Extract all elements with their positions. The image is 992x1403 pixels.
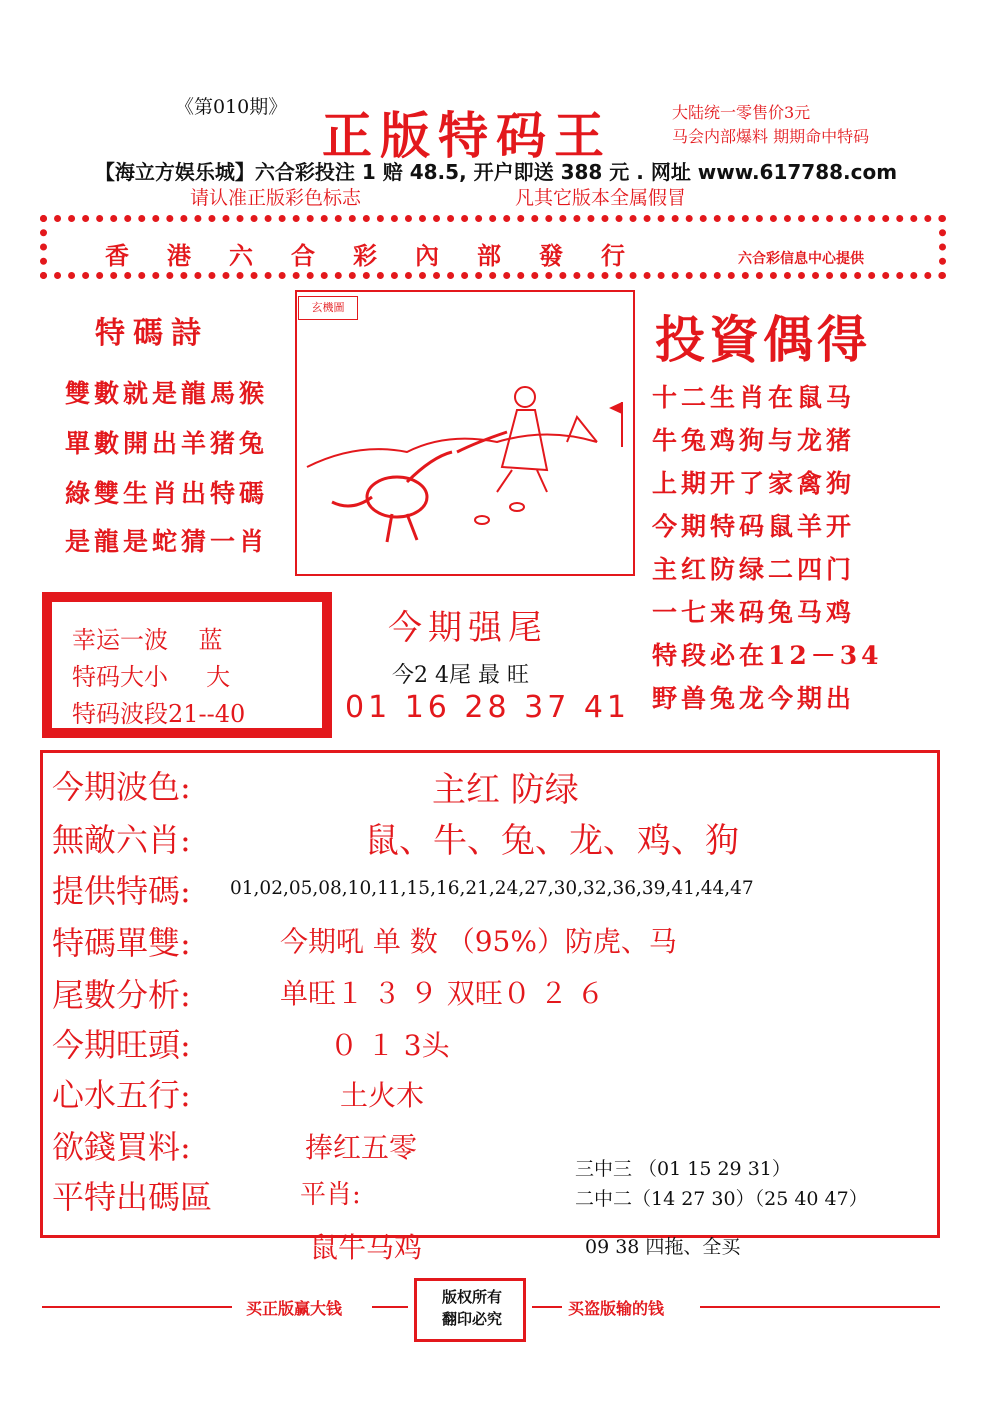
price-note: 大陆统一零售价3元 [672,103,811,122]
row-label-wave-color: 今期波色: [52,768,191,806]
footer-divider-mid-right [532,1306,562,1308]
page-title: 正版特码王 [322,106,612,165]
strip-subtitle: 六合彩信息中心提供 [738,251,864,267]
poem-line: 雙數就是龍馬猴 [65,379,269,408]
strong-tail-sub: 今2 4尾 最 旺 [392,663,529,688]
invest-line: 野兽兔龙今期出 [652,684,856,713]
row-value-wave-color: 主红 防绿 [432,770,579,810]
row-value-odd-even: 今期吼 单 数 （95%）防虎、马 [280,925,677,958]
invest-line: 上期开了家禽狗 [652,469,856,498]
invest-line: 今期特码鼠羊开 [652,512,856,541]
poem-line: 單數開出羊猪兔 [65,429,269,458]
row-label-lucky-head: 今期旺頭: [52,1026,191,1064]
three-of-three: 三中三 （01 15 29 31） [575,1158,791,1180]
row-value-tail-analysis: 单旺１ ３ ９ 双旺０ ２ ６ [280,977,605,1010]
counterfeit-notice: 凡其它版本全属假冒 [515,187,687,209]
strong-tail-numbers: 01 16 28 37 41 [345,690,631,725]
copyright-text [424,1286,520,1330]
picture-stamp: 玄機圖 [298,296,358,320]
row-value-buy-tip: 捧红五零 [305,1131,418,1164]
row-label-special-numbers: 提供特碼: [52,872,191,910]
footer-divider-left [42,1306,232,1308]
invest-heading: 投資偶得 [655,310,871,369]
issue-number: 《第010期》 [175,96,288,118]
row-label-five-elements: 心水五行: [52,1076,191,1114]
strong-tail-heading: 今期强尾 [388,608,548,648]
footer-divider-mid-left [372,1306,408,1308]
wave-row: 特码大小 大 [72,663,231,691]
invest-line: 十二生肖在鼠马 [652,383,856,412]
copyright-line: 版权所有 [441,1288,502,1306]
horse-rider-illustration [297,292,633,574]
strip-title: 香港六合彩內部發行 [105,241,663,270]
wave-row: 特码波段21--40 [72,700,246,728]
copyright-line: 翻印必究 [441,1310,502,1328]
footer-right-slogan: 买盗版输的钱 [568,1299,665,1318]
row-value-flat-zodiac: 平肖: [300,1180,361,1210]
row-label-tail-analysis: 尾數分析: [52,976,191,1014]
flat-animals: 鼠牛马鸡 [310,1231,423,1264]
ad-banner: 【海立方娱乐城】六合彩投注 1 赔 48.5, 开户即送 388 元 . 网址 www.617788.com [94,160,898,184]
insider-note: 马会内部爆料 期期命中特码 [672,127,870,146]
two-of-two: 二中二（14 27 30）（25 40 47） [575,1188,868,1210]
poem-line: 綠雙生肖出特碼 [65,479,269,508]
wave-row: 幸运一波 蓝 [72,626,223,654]
row-value-six-zodiac: 鼠、牛、兔、龙、鸡、狗 [365,821,739,861]
footer-divider-right [700,1306,940,1308]
row-value-lucky-head: ０ １ 3头 [330,1029,450,1062]
row-value-five-elements: 土火木 [340,1079,425,1112]
invest-line: 一七来码兔马鸡 [652,598,856,627]
invest-line: 牛兔鸡狗与龙猪 [652,426,856,455]
authentic-notice: 请认准正版彩色标志 [190,187,362,209]
row-label-buy-tip: 欲錢買料: [52,1128,191,1166]
poem-line: 是龍是蛇猜一肖 [65,527,269,556]
drag-numbers: 09 38 四拖、全买 [585,1236,741,1258]
row-value-special-numbers: 01,02,05,08,10,11,15,16,21,24,27,30,32,36,39,41,44,47 [230,878,754,899]
row-label-odd-even: 特碼單雙: [52,924,191,962]
invest-line: 主红防绿二四门 [652,555,856,584]
poem-heading: 特碼詩 [95,316,209,351]
invest-line: 特段必在12－34 [652,641,883,670]
row-label-flat-zone: 平特出碼區 [52,1178,213,1216]
riddle-picture [295,290,635,576]
row-label-six-zodiac: 無敵六肖: [52,821,191,859]
footer-left-slogan: 买正版赢大钱 [246,1299,343,1318]
